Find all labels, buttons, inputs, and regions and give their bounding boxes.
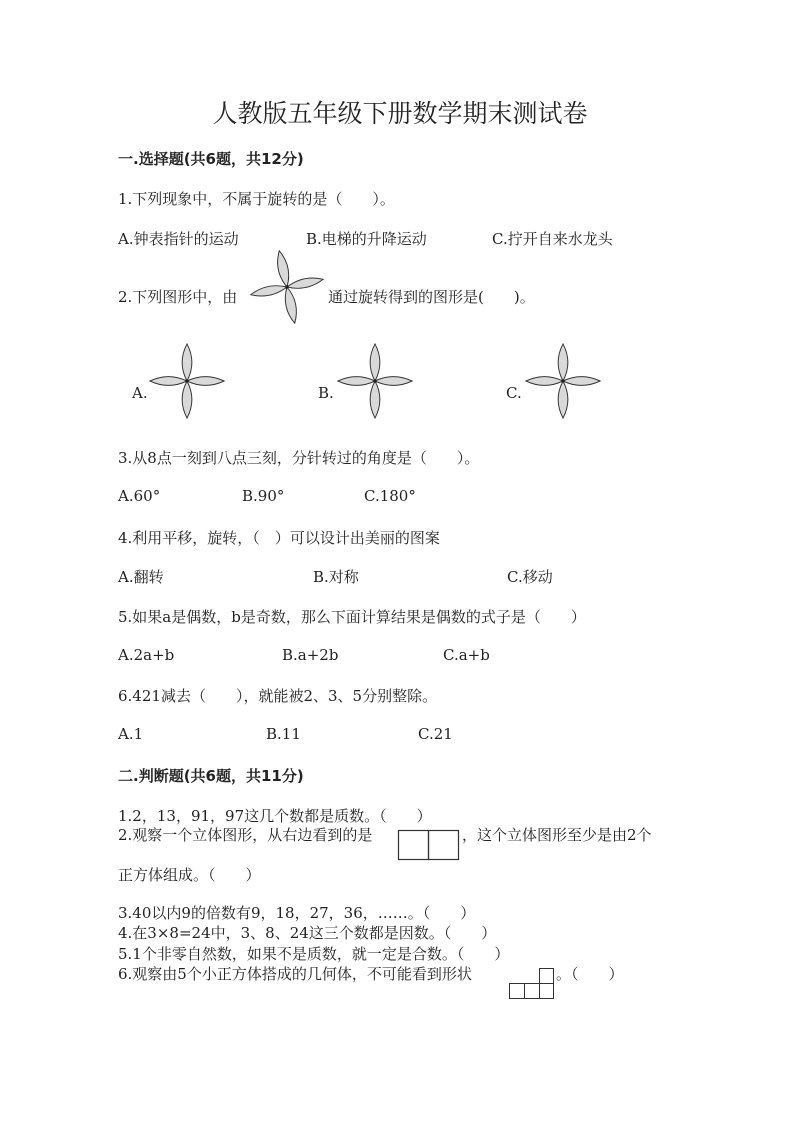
shape-view-squares-icon — [509, 968, 555, 1000]
page-title: 人教版五年级下册数学期末测试卷 — [212, 99, 588, 128]
q2-option-b[interactable]: B. — [318, 384, 334, 402]
flower-figure-icon — [248, 248, 326, 326]
q4-option-b[interactable]: B.对称 — [313, 568, 359, 586]
q4-option-a[interactable]: A.翻转 — [118, 568, 164, 586]
right-view-two-squares-icon — [398, 830, 460, 861]
q3-option-b[interactable]: B.90° — [242, 487, 285, 505]
judgement-2-suffix: 正方体组成。（ ） — [118, 866, 261, 884]
q3-option-c[interactable]: C.180° — [364, 487, 416, 505]
judgement-3: 3.40以内9的倍数有9，18，27，36，……。（ ） — [118, 904, 476, 922]
q4-option-c[interactable]: C.移动 — [507, 568, 553, 586]
judgement-1: 1.2，13，91，97这几个数都是质数。（ ） — [118, 807, 432, 825]
question-4: 4.利用平移，旋转，（ ）可以设计出美丽的图案 — [118, 529, 440, 547]
question-3: 3.从8点一刻到八点三刻，分针转过的角度是（ ）。 — [118, 449, 480, 467]
judgement-2-prefix: 2.观察一个立体图形，从右边看到的是 — [118, 826, 373, 844]
q2-option-a[interactable]: A. — [132, 384, 148, 402]
q1-option-a[interactable]: A.钟表指针的运动 — [118, 230, 239, 248]
question-6: 6.421减去（ ），就能被2、3、5分别整除。 — [118, 687, 438, 705]
judgement-5: 5.1个非零自然数，如果不是质数，就一定是合数。（ ） — [118, 945, 510, 963]
section-heading-judgement: 二.判断题(共6题，共11分) — [118, 767, 304, 785]
q1-option-c[interactable]: C.拧开自来水龙头 — [492, 230, 613, 248]
judgement-6-prefix: 6.观察由5个小正方体搭成的几何体，不可能看到形状 — [118, 965, 472, 983]
judgement-6-suffix: 。（ ） — [556, 965, 624, 983]
q2-option-b-flower-icon — [336, 342, 414, 420]
q3-option-a[interactable]: A.60° — [118, 487, 161, 505]
q2-option-c-flower-icon — [524, 342, 602, 420]
q1-option-b[interactable]: B.电梯的升降运动 — [306, 230, 427, 248]
question-2-suffix: 通过旋转得到的图形是( )。 — [328, 288, 535, 306]
q6-option-b[interactable]: B.11 — [266, 725, 301, 743]
question-5: 5.如果a是偶数，b是奇数，那么下面计算结果是偶数的式子是（ ） — [118, 608, 586, 626]
judgement-4: 4.在3×8=24中，3、8、24这三个数都是因数。（ ） — [118, 924, 497, 942]
q2-option-a-flower-icon — [148, 342, 226, 420]
q5-option-c[interactable]: C.a+b — [443, 646, 490, 664]
judgement-2-middle: ，这个立体图形至少是由2个 — [462, 826, 652, 844]
q6-option-c[interactable]: C.21 — [418, 725, 453, 743]
section-heading-choice: 一.选择题(共6题，共12分) — [118, 150, 304, 168]
q6-option-a[interactable]: A.1 — [118, 725, 144, 743]
question-1: 1.下列现象中，不属于旋转的是（ ）。 — [118, 190, 395, 208]
q2-option-c[interactable]: C. — [506, 384, 522, 402]
q5-option-b[interactable]: B.a+2b — [282, 646, 339, 664]
question-2-prefix: 2.下列图形中，由 — [118, 288, 238, 306]
q5-option-a[interactable]: A.2a+b — [118, 646, 175, 664]
